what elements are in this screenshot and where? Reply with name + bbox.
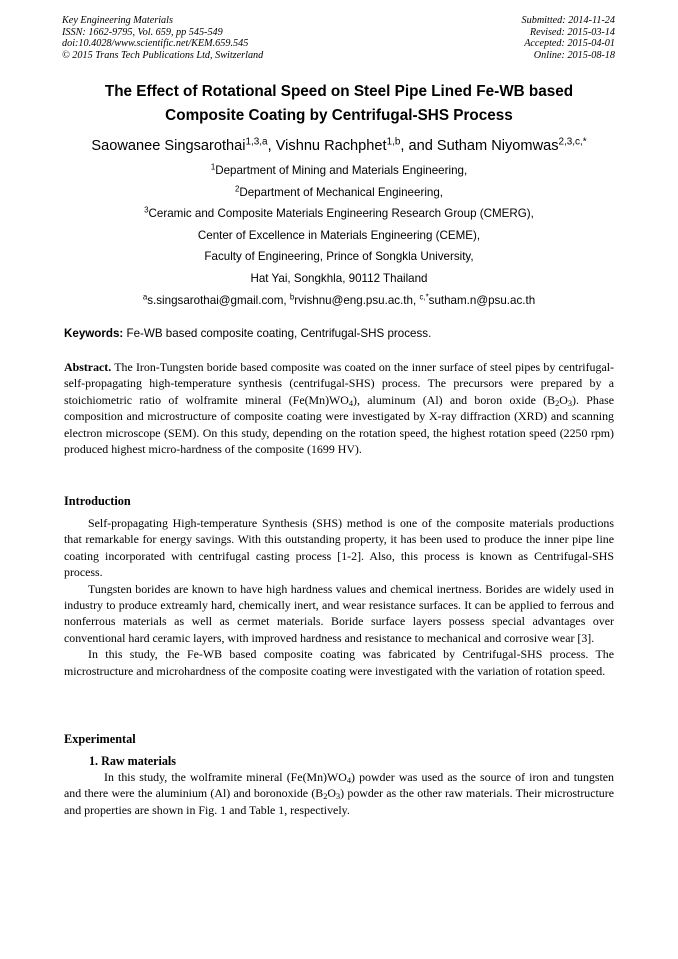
formula-subscript: 4 (346, 776, 351, 786)
affiliation-line (20, 160, 658, 182)
affiliation-text: Center of Excellence in Materials Engineering (CEME), (197, 228, 481, 242)
abstract-text: The Iron-Tungsten boride based composite was coated on the inner surface of steel pipes by centrifugal-self-propagating high-temperature synthesis (centrifugal-SHS) process. The precursors were prepared by a stoichiometric ratio of wolframite mineral (Fe(Mn)WO (64, 360, 614, 407)
raw-materials-text: ) powder was used as the source of iron and tungsten and there were the aluminium (Al) and boronoxide (B (64, 770, 614, 801)
keywords-text: Fe-WB based composite coating, Centrifugal-SHS process. (123, 327, 432, 340)
raw-materials-body (64, 769, 614, 818)
abstract-text: ), aluminum (Al) and boron oxide (B (353, 392, 556, 407)
email-sup: b (289, 292, 295, 302)
affiliation-line (20, 225, 658, 247)
author-affil-sup: 2,3,c,* (558, 136, 587, 148)
affiliation-block (20, 160, 658, 311)
raw-materials-text: In this study, the wolframite mineral (Fe(Mn)WO (104, 770, 347, 784)
email-address: sutham.n@psu.ac.th (428, 293, 536, 307)
introduction-paragraph: Tungsten borides are known to have high hardness values and chemical inertness. Borides are widely used in industry to produce extreamly hard, chemically inert, and wear resistance surfaces. It can be applied to ferrous and nonferrous materials as well as cermet materials. Boride surface layers possess special advantages over conventional hard ceramic layers, with improved hardness and resistance to mechanical and corrosive wear [3]. (64, 581, 614, 645)
abstract-text: O (559, 392, 568, 407)
email-line (20, 290, 658, 312)
journal-copyright: © 2015 Trans Tech Publications Ltd, Switzerland (62, 49, 264, 61)
raw-materials-paragraph (64, 769, 614, 818)
paper-title-line-1: The Effect of Rotational Speed on Steel Pipe Lined Fe-WB based (104, 83, 574, 100)
email-separator: , (283, 293, 290, 307)
abstract (64, 359, 614, 457)
email-address: s.singsarothai@gmail.com (147, 293, 284, 307)
author-list (20, 136, 658, 156)
raw-materials-text: O (327, 786, 336, 801)
email-sup: c,* (419, 292, 429, 302)
date-submitted: Submitted: 2014-11-24 (521, 15, 615, 26)
paper-title (40, 80, 638, 128)
introduction-heading: Introduction (64, 494, 131, 508)
abstract-label: Abstract. (64, 360, 112, 374)
email-address: rvishnu@eng.psu.ac.th (294, 293, 413, 307)
formula-subscript: 2 (555, 398, 560, 408)
affiliation-text: Ceramic and Composite Materials Engineering Research Group (CMERG), (148, 207, 534, 221)
affiliation-text: Faculty of Engineering, Prince of Songkla University, (204, 250, 474, 264)
date-accepted: Accepted: 2015-04-01 (524, 38, 615, 50)
journal-doi: doi:10.4028/www.scientific.net/KEM.659.545 (62, 38, 249, 50)
affiliation-line (20, 268, 658, 290)
introduction-paragraph: In this study, the Fe-WB based composite coating was fabricated by Centrifugal-SHS process. The microstructure and microhardness of the composite coating were investigated with the variation of rotation speed. (64, 647, 614, 678)
email-separator: , (412, 293, 420, 307)
raw-materials-text: ) powder as the other raw materials. Their microstructure and properties are shown in Fig. 1 and Table 1, respectively. (64, 786, 614, 817)
introduction-body (64, 515, 614, 679)
author-affil-sup: 1,b (386, 136, 401, 148)
keywords-label: Keywords: (64, 327, 124, 340)
author-separator: , and (400, 138, 437, 154)
journal-header-left (62, 15, 263, 61)
author-affil-sup: 1,3,a (245, 136, 268, 148)
formula-subscript: 3 (567, 398, 573, 408)
affiliation-sup: 2 (234, 184, 240, 194)
keywords (64, 326, 614, 342)
affiliation-text: Department of Mining and Materials Engineering, (215, 164, 468, 177)
journal-header-right (522, 15, 615, 61)
affiliation-line (20, 182, 658, 204)
date-online: Online: 2015-08-18 (533, 49, 615, 61)
date-revised: Revised: 2015-03-14 (529, 26, 615, 38)
journal-name: Key Engineering Materials (62, 15, 173, 26)
author-separator: , (267, 138, 276, 154)
author-name: Saowanee Singsarothai (91, 138, 246, 154)
affiliation-sup: 3 (144, 205, 149, 215)
affiliation-text: Hat Yai, Songkhla, 90112 Thailand (250, 271, 428, 285)
author-name: Sutham Niyomwas (436, 138, 559, 154)
formula-subscript: 2 (323, 792, 328, 802)
paper-title-line-2: Composite Coating by Centrifugal-SHS Process (165, 107, 513, 124)
affiliation-line (20, 203, 658, 225)
journal-issn: ISSN: 1662-9795, Vol. 659, pp 545-549 (62, 26, 223, 38)
introduction-paragraph: Self-propagating High-temperature Synthesis (SHS) method is one of the composite materials productions that remarkable for energy savings. With this outstanding property, it has been used to produce the inner pipe line coating incorporated with centrifugal casting process [1-2]. Also, this process is known as Centrifugal-SHS process. (64, 516, 614, 580)
experimental-heading: Experimental (64, 732, 136, 746)
affiliation-line (20, 246, 658, 268)
formula-subscript: 4 (348, 398, 354, 408)
formula-subscript: 3 (335, 792, 341, 802)
email-sup: a (142, 292, 148, 302)
raw-materials-subheading: 1. Raw materials (89, 754, 176, 768)
abstract-text: ). Phase composition and microstructure of composite coating were investigated by X-ray diffraction (XRD) and scanning electron microscope (SEM). On this study, depending on the rotation speed, the highest rotation speed (2250 rpm) produced highest micro-hardness of the composite (1699 HV). (64, 392, 614, 457)
author-name: Vishnu Rachphet (275, 138, 387, 154)
affiliation-text: Department of Mechanical Engineering, (239, 185, 444, 199)
affiliation-sup: 1 (210, 162, 216, 172)
